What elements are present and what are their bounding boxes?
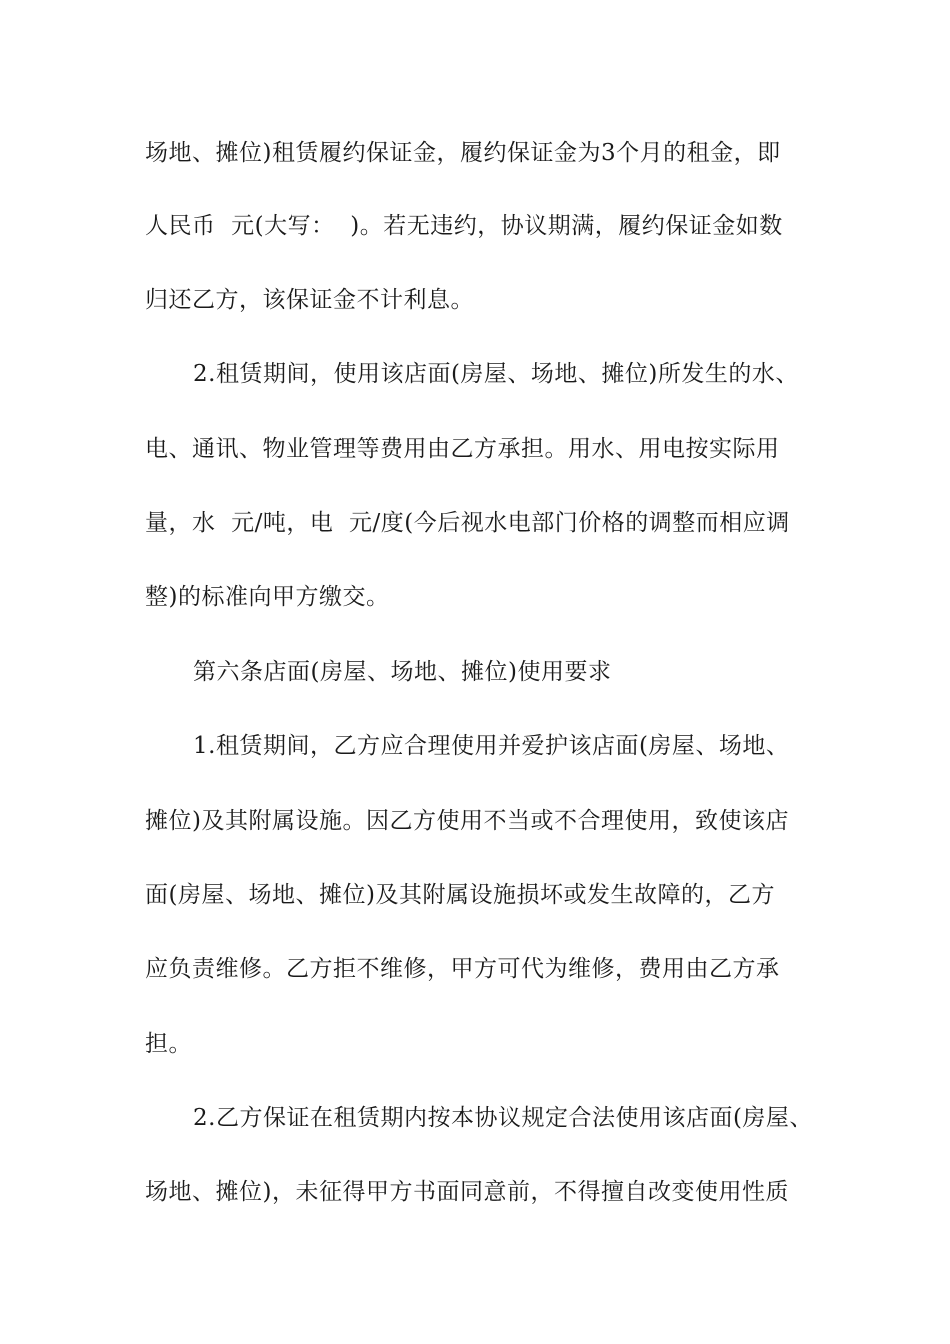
text-line-2: 人民币 元(大写： )。若无违约，协议期满，履约保证金如数 — [145, 213, 783, 239]
text-line-12: 应负责维修。乙方拒不维修，甲方可代为维修，费用由乙方承 — [145, 956, 780, 982]
text-line-10: 摊位)及其附属设施。因乙方使用不当或不合理使用，致使该店 — [145, 808, 789, 834]
text-line-6: 量，水 元/吨，电 元/度(今后视水电部门价格的调整而相应调 — [145, 510, 790, 536]
text-line-7: 整)的标准向甲方缴交。 — [145, 584, 390, 610]
text-line-4: 2.租赁期间，使用该店面(房屋、场地、摊位)所发生的水、 — [193, 361, 799, 387]
text-line-9: 1.租赁期间，乙方应合理使用并爱护该店面(房屋、场地、 — [193, 733, 790, 759]
text-line-14: 2.乙方保证在租赁期内按本协议规定合法使用该店面(房屋、 — [193, 1105, 813, 1131]
text-line-11: 面(房屋、场地、摊位)及其附属设施损坏或发生故障的，乙方 — [145, 882, 775, 908]
section-heading: 第六条店面(房屋、场地、摊位)使用要求 — [193, 659, 612, 685]
text-line-3: 归还乙方，该保证金不计利息。 — [145, 287, 474, 313]
text-line-1: 场地、摊位)租赁履约保证金，履约保证金为3个月的租金，即 — [145, 140, 781, 166]
text-line-15: 场地、摊位)，未征得甲方书面同意前，不得擅自改变使用性质 — [145, 1179, 789, 1205]
text-line-13: 担。 — [145, 1031, 192, 1057]
text-line-5: 电、通讯、物业管理等费用由乙方承担。用水、用电按实际用 — [145, 436, 780, 462]
